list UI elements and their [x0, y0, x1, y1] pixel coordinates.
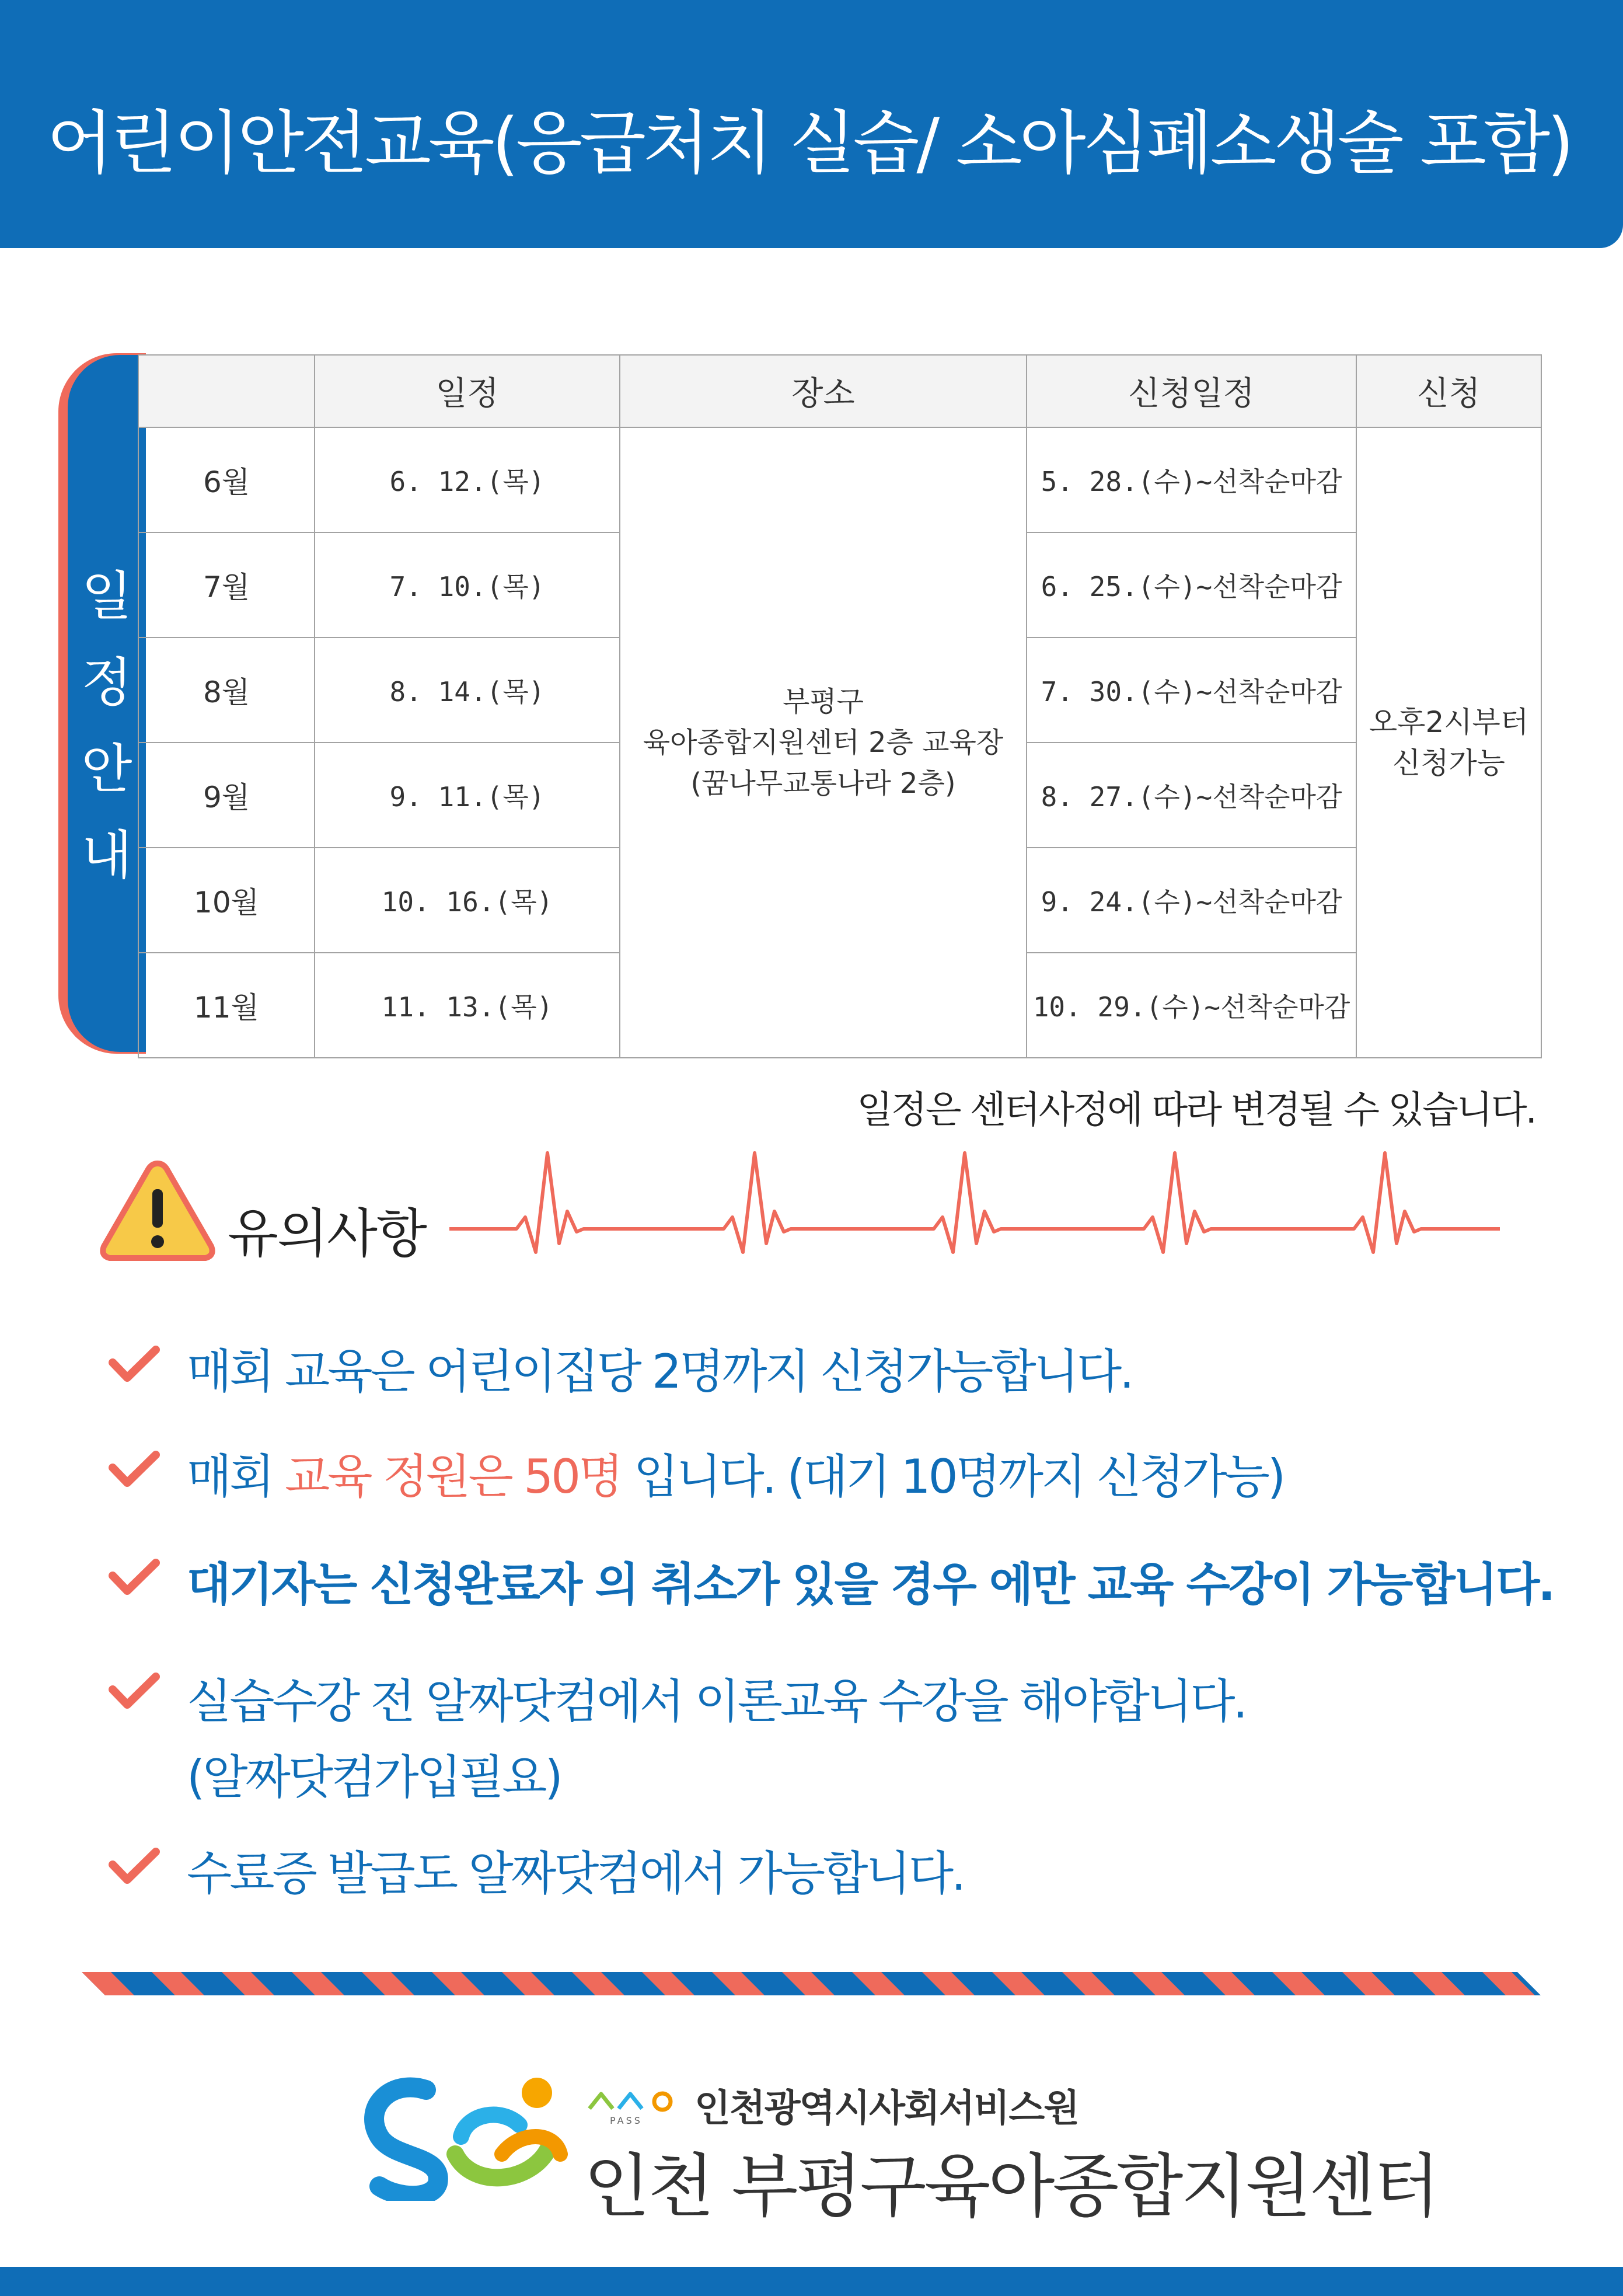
apply-period-cell: 7. 30.(수)~선착순마감 — [1027, 637, 1356, 743]
table-header-cell: 일정 — [315, 355, 620, 427]
place-cell: 부평구 육아종합지원센터 2층 교육장 (꿈나무교통나라 2층) — [620, 427, 1027, 1058]
table-header-cell — [138, 355, 315, 427]
footer-bar — [0, 2267, 1623, 2296]
side-tab-label: 일 정 안 내 — [81, 566, 132, 886]
month-cell: 10월 — [138, 848, 315, 953]
month-cell: 6월 — [138, 427, 315, 532]
check-icon — [108, 1846, 160, 1887]
check-icon — [108, 1344, 160, 1385]
org-name-small: 인천광역시사회서비스원 — [694, 2087, 1079, 2130]
month-cell: 8월 — [138, 637, 315, 743]
schedule-table — [138, 354, 1542, 1058]
date-cell: 6. 12.(목) — [315, 427, 620, 532]
date-cell: 9. 11.(목) — [315, 743, 620, 848]
table-header-row — [138, 355, 1541, 427]
schedule-change-note: 일정은 센터사정에 따라 변경될 수 있습니다. — [857, 1089, 1535, 1132]
caution-item-text: 매회 교육은 어린이집당 2명까지 신청가능합니다. — [187, 1344, 1132, 1399]
caution-item-text: 매회 교육 정원은 50명 입니다. (대기 10명까지 신청가능) — [187, 1450, 1284, 1504]
table-header-cell: 장소 — [620, 355, 1027, 427]
caution-item-text: 수료증 발급도 알짜닷컴에서 가능합니다. — [187, 1846, 964, 1901]
pass-logo-icon — [587, 2085, 686, 2126]
center-logo-icon — [356, 2067, 572, 2201]
caution-title: 유의사항 — [228, 1203, 426, 1264]
date-cell: 8. 14.(목) — [315, 637, 620, 743]
caution-item-text: 대기자는 신청완료자 의 취소가 있을 경우 에만 교육 수강이 가능합니다. — [187, 1559, 1554, 1611]
schedule-side-tab — [68, 355, 146, 1052]
date-cell: 11. 13.(목) — [315, 953, 620, 1058]
header-banner — [0, 0, 1623, 248]
check-icon — [108, 1671, 160, 1712]
date-cell: 10. 16.(목) — [315, 848, 620, 953]
caution-item-text: 실습수강 전 알짜닷컴에서 이론교육 수강을 해야합니다. (알짜닷컴가입필요) — [187, 1674, 1246, 1804]
org-name-main: 인천 부평구육아종합지원센터 — [584, 2146, 1438, 2227]
table-header-cell: 신청일정 — [1027, 355, 1356, 427]
apply-period-cell: 5. 28.(수)~선착순마감 — [1027, 427, 1356, 532]
month-cell: 7월 — [138, 532, 315, 637]
warning-icon — [99, 1159, 216, 1264]
table-row — [138, 427, 1541, 532]
apply-period-cell: 6. 25.(수)~선착순마감 — [1027, 532, 1356, 637]
heartbeat-line-icon — [449, 1144, 1500, 1261]
table-header-cell: 신청 — [1356, 355, 1541, 427]
date-cell: 7. 10.(목) — [315, 532, 620, 637]
page-title: 어린이안전교육(응급처치 실습/ 소아심폐소생술 포함) — [47, 103, 1572, 183]
capacity-highlight: 교육 정원은 50명 — [285, 1450, 622, 1504]
check-icon — [108, 1449, 160, 1490]
apply-period-cell: 8. 27.(수)~선착순마감 — [1027, 743, 1356, 848]
apply-period-cell: 10. 29.(수)~선착순마감 — [1027, 953, 1356, 1058]
check-icon — [108, 1557, 160, 1598]
apply-period-cell: 9. 24.(수)~선착순마감 — [1027, 848, 1356, 953]
month-cell: 11월 — [138, 953, 315, 1058]
apply-cell: 오후2시부터 신청가능 — [1356, 427, 1541, 1058]
striped-divider — [82, 1972, 1541, 1995]
pass-label: PASS — [610, 2115, 643, 2126]
month-cell: 9월 — [138, 743, 315, 848]
